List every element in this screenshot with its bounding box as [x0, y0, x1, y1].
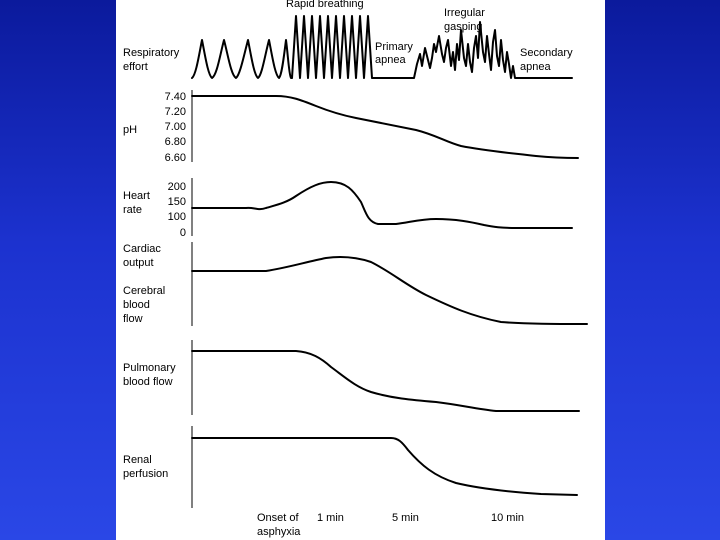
pulmonary-blood-flow-trace: [192, 351, 579, 411]
cerebral-label-line3: flow: [123, 313, 143, 325]
renal-label-line2: perfusion: [123, 468, 169, 480]
time-10min-label: 10 min: [491, 512, 525, 524]
pulmonary-label-line2: blood flow: [123, 376, 173, 388]
time-1min-label: 1 min: [317, 512, 344, 524]
renal-perfusion-trace: [192, 438, 577, 495]
hr-tick-150: 150: [167, 196, 186, 208]
time-5min-label: 5 min: [392, 512, 419, 524]
secondary-apnea-label-line2: apnea: [520, 61, 551, 73]
respiratory-effort-row: [123, 0, 573, 78]
cerebral-label-line1: Cerebral: [123, 285, 166, 297]
figure-panel: [116, 0, 605, 540]
irregular-gasping-label-line1: Irregular: [444, 7, 485, 19]
primary-apnea-label-line2: apnea: [375, 54, 406, 66]
hr-tick-200: 200: [167, 181, 186, 193]
asphyxia-physiology-diagram: [116, 0, 605, 540]
pulmonary-label-line1: Pulmonary: [123, 362, 176, 374]
ph-row: [123, 90, 578, 164]
cardiac-label-line2: output: [123, 257, 154, 269]
secondary-apnea-label-line1: Secondary: [520, 47, 573, 59]
cardiac-label-line1: Cardiac: [123, 243, 161, 255]
hr-tick-0: 0: [179, 227, 186, 239]
cardiac-output-trace: [192, 257, 587, 324]
onset-label-line1: Onset of: [257, 512, 299, 524]
cerebral-label-line2: blood: [123, 299, 150, 311]
respiratory-label-line2: effort: [123, 61, 148, 73]
heart-rate-row: [123, 178, 572, 239]
respiratory-label-line1: Respiratory: [123, 47, 180, 59]
ph-tick-700: 7.00: [164, 121, 186, 133]
cardiac-cerebral-row: [123, 242, 587, 326]
ph-trace: [192, 96, 578, 158]
ph-tick-680: 6.80: [164, 136, 186, 148]
heart-rate-label-line2: rate: [123, 204, 142, 216]
time-axis: [257, 512, 524, 538]
onset-label-line2: asphyxia: [257, 526, 301, 538]
hr-tick-100: 100: [167, 211, 186, 223]
renal-label-line1: Renal: [123, 454, 152, 466]
irregular-gasping-label-line2: gasping: [444, 21, 483, 33]
pulmonary-row: [123, 340, 579, 415]
renal-row: [123, 426, 577, 508]
ph-tick-660: 6.60: [164, 152, 186, 164]
heart-rate-trace: [192, 182, 572, 228]
ph-tick-720: 7.20: [164, 106, 186, 118]
primary-apnea-label-line1: Primary: [375, 41, 413, 53]
ph-tick-740: 7.40: [164, 91, 186, 103]
ph-label: pH: [123, 124, 138, 136]
heart-rate-label-line1: Heart: [123, 190, 150, 202]
rapid-breathing-label: Rapid breathing: [286, 0, 364, 10]
